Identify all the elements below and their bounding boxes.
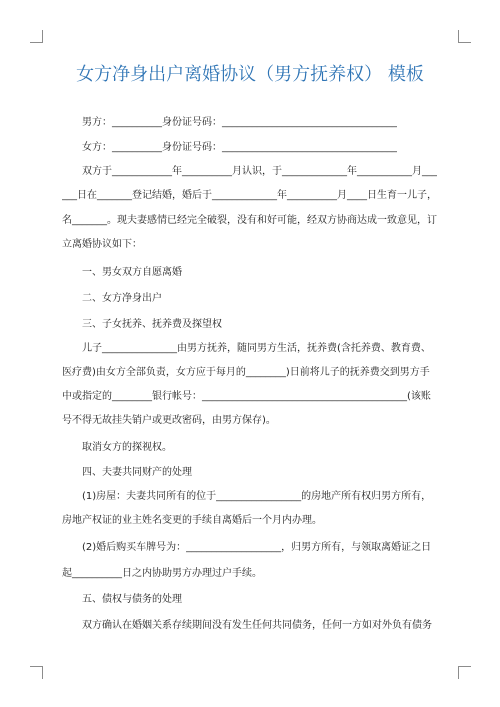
female-party-line: 女方：__________身份证号码：___________________________________ (82, 142, 397, 153)
vehicle-clause-line: 起__________日之内协助男方办理过户手续。 (62, 568, 262, 579)
male-party-line: 男方：__________身份证号码：___________________________________ (82, 117, 397, 128)
document-title: 女方净身出户离婚协议（男方抚养权） 模板 (76, 64, 424, 85)
preamble-line: 双方于____________年__________月认识，于_____________年___________月___ (82, 166, 437, 177)
house-clause-line: 房地产权证的业主姓名变更的手续自离婚后一个月内办理。 (62, 515, 322, 526)
crop-mark-bottom-right (458, 666, 471, 679)
section-heading-2: 二、女方净身出户 (82, 293, 162, 304)
section-heading-3: 三、子女抚养、抚养费及探望权 (82, 319, 222, 330)
debt-clause-line: 双方确认在婚姻关系存续期间没有发生任何共同债务，任何一方如对外负有债务 (82, 620, 432, 631)
vehicle-clause-line: (2)婚后购买车牌号为：___________________，归男方所有，与领取离婚证之日 (82, 542, 432, 553)
custody-line: 儿子_______________由男方抚养，随同男方生活，抚养费(含托养费、教育费、 (82, 343, 431, 354)
section-heading-5: 五、债权与债务的处理 (82, 594, 182, 605)
visitation-clause: 取消女方的探视权。 (82, 442, 172, 453)
section-heading-1: 一、男女双方自愿离婚 (82, 267, 182, 278)
house-clause-line: (1)房屋：夫妻共同所有的位于_________________的房地产所有权归男方所有， (82, 491, 432, 502)
custody-line: 中或指定的________银行帐号：_________________________________________(该账 (62, 391, 431, 402)
preamble-line: 立离婚协议如下： (62, 239, 142, 250)
preamble-line: 名_______。现夫妻感情已经完全破裂，没有和好可能，经双方协商达成一致意见，订 (62, 215, 437, 226)
custody-line: 医疗费)由女方全部负责，女方应于每月的________)日前将儿子的抚养费交到男方手 (62, 367, 430, 378)
preamble-line: ___日在_______登记结婚，婚后于_____________年__________月____日生育一儿子， (62, 190, 437, 201)
crop-mark-top-right (458, 30, 471, 43)
crop-mark-bottom-left (30, 666, 43, 679)
custody-line: 号不得无故挂失销户或更改密码，由男方保存)。 (62, 415, 276, 426)
section-heading-4: 四、夫妻共同财产的处理 (82, 467, 192, 478)
crop-mark-top-left (30, 30, 43, 43)
